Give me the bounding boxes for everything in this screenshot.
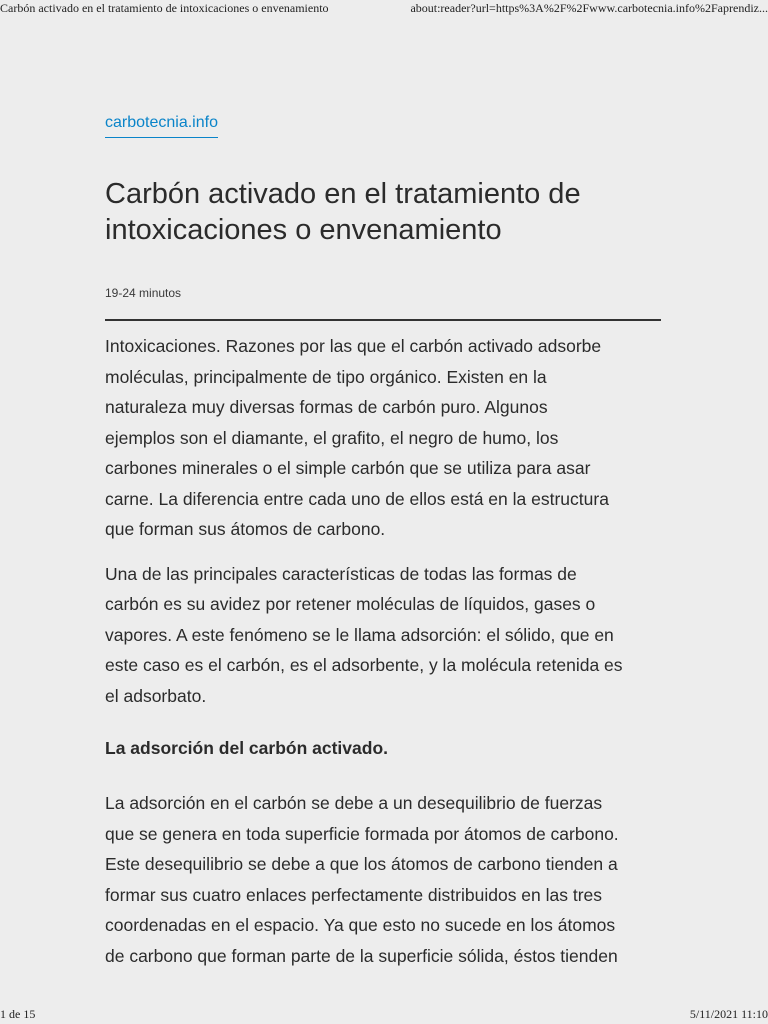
paragraph-line: carbón es su avidez por retener moléculas de líquidos, gases o: [105, 594, 596, 614]
paragraph-line: el adsorbato.: [105, 685, 207, 706]
paragraph-line: vapores. A este fenómeno se le llama adsorción: el sólido, que en: [105, 624, 614, 645]
section-heading: La adsorción del carbón activado.: [105, 738, 388, 758]
print-header: [0, 0, 768, 18]
article: [105, 110, 661, 971]
site-domain-link[interactable]: carbotecnia.info: [105, 110, 218, 138]
page-counter: 1 de 15: [0, 1007, 36, 1021]
paragraph-line: que se genera en toda superficie formada por átomos de carbono.: [105, 823, 619, 844]
divider: [105, 319, 661, 321]
paragraph-line: de carbono que forman parte de la superficie sólida, éstos tienden: [105, 945, 618, 966]
paragraph-line: Este desequilibrio se debe a que los átomos de carbono tienden a: [105, 854, 618, 874]
paragraph-line: naturaleza muy diversas formas de carbón puro. Algunos: [105, 397, 548, 417]
print-header-title: Carbón activado en el tratamiento de intoxicaciones o envenamiento: [0, 1, 329, 15]
paragraph-line: este caso es el carbón, es el adsorbente, y la molécula retenida es: [105, 655, 623, 675]
paragraph-line: Intoxicaciones. Razones por las que el carbón activado adsorbe: [105, 336, 602, 356]
paragraph-line: coordenadas en el espacio. Ya que esto no sucede en los átomos: [105, 915, 616, 935]
paragraph: [105, 331, 661, 545]
article-title-line: Carbón activado en el tratamiento de: [105, 178, 581, 210]
paragraph: [105, 559, 661, 712]
paragraph-line: Una de las principales características de todas las formas de: [105, 563, 577, 584]
paragraph-line: que forman sus átomos de carbono.: [105, 519, 386, 539]
paragraph: [105, 788, 661, 971]
paragraph-line: formar sus cuatro enlaces perfectamente distribuidos en las tres: [105, 884, 603, 905]
print-footer: [0, 1006, 768, 1024]
paragraph-line: carbones minerales o el simple carbón que se utiliza para asar: [105, 458, 591, 478]
paragraph-line: ejemplos son el diamante, el grafito, el negro de humo, los: [105, 427, 559, 448]
paragraph-line: moléculas, principalmente de tipo orgánico. Existen en la: [105, 366, 547, 387]
reading-time: 19-24 minutos: [105, 286, 182, 300]
article-title-line: intoxicaciones o envenamiento: [105, 214, 502, 246]
article-title: [105, 176, 661, 248]
print-header-url: about:reader?url=https%3A%2F%2Fwww.carbotecnia.info%2Faprendiz...: [410, 1, 768, 15]
paragraph-line: La adsorción en el carbón se debe a un desequilibrio de fuerzas: [105, 793, 603, 813]
print-datetime: 5/11/2021 11:10: [689, 1007, 768, 1021]
article-body: [105, 331, 661, 971]
paragraph-line: carne. La diferencia entre cada uno de ellos está en la estructura: [105, 488, 609, 509]
